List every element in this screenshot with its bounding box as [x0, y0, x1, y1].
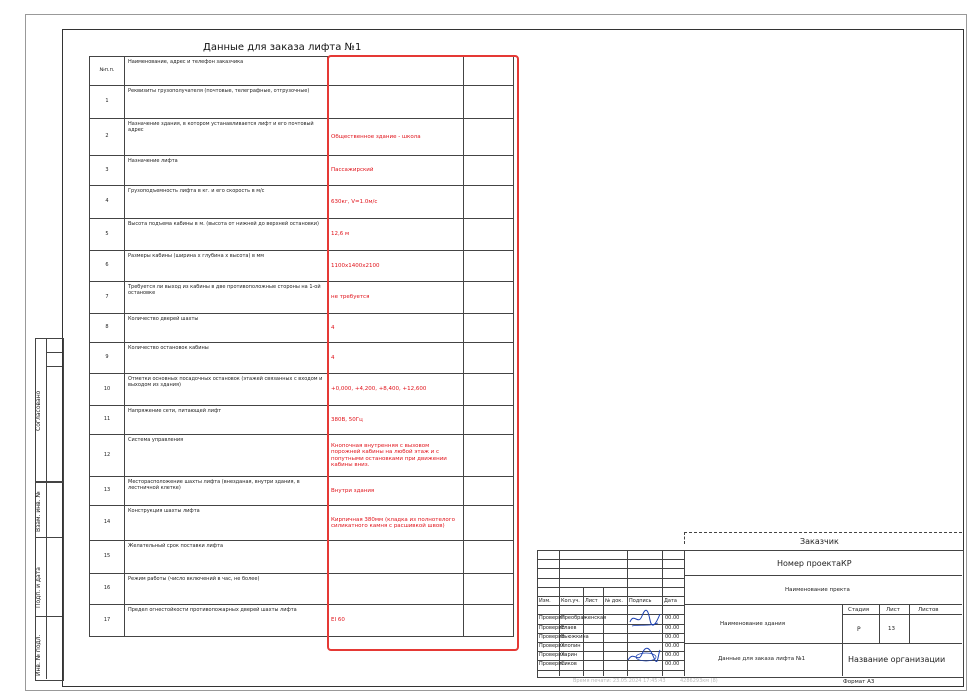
person-role: Проверил: [539, 615, 565, 622]
row-number: 17: [90, 605, 125, 637]
row-value: 4: [328, 343, 464, 374]
row-value: Общественное здание - школа: [328, 119, 464, 156]
org-name: Название организации: [848, 655, 946, 664]
row-number: 9: [90, 343, 125, 374]
row-label: Количество дверей шахты: [125, 314, 328, 343]
sheet-name: Данные для заказа лифта №1: [718, 656, 806, 662]
row-number: №п.п.: [90, 57, 125, 86]
side-label-sign-date: Подп. и дата: [35, 567, 42, 608]
row-number: 2: [90, 119, 125, 156]
building-name: Наименование здания: [720, 621, 786, 627]
row-label: Грузоподъемность лифта в кг. и его скорость в м/с: [125, 186, 328, 219]
signature-2-icon: [626, 644, 662, 666]
row-label: Желательный срок поставки лифта: [125, 541, 328, 574]
row-label: Наименование, адрес и телефон заказчика: [125, 57, 328, 86]
row-number: 8: [90, 314, 125, 343]
person-name: Елаев: [561, 624, 577, 631]
row-value: 380В, 50Гц: [328, 406, 464, 435]
signature-1-icon: [628, 608, 662, 630]
person-date: 00.00: [665, 624, 680, 631]
project-number: Номер проектаКР: [777, 559, 852, 568]
row-value: Кирпичная 380мм (кладка из полнотелого силикатного камня с расшивкой швов): [328, 506, 464, 541]
customer-dashed-line: [684, 532, 962, 533]
row-number: 5: [90, 219, 125, 251]
row-label: Требуется ли выход из кабины в две противоположные стороны на 1-ой остановке: [125, 282, 328, 314]
row-value: Внутри здания: [328, 477, 464, 506]
row-value: 1100х1400х2100: [328, 251, 464, 282]
project-name: Наименование пректа: [785, 587, 850, 593]
header-cell: Дата: [664, 598, 677, 604]
row-value: +0,000, +4,200, +8,400, +12,600: [328, 374, 464, 406]
person-date: 00.00: [665, 615, 680, 622]
format-label: Формат А3: [843, 679, 875, 685]
sheets-label: Листов: [918, 607, 939, 613]
customer-dashed-tick: [684, 532, 685, 544]
row-number: 15: [90, 541, 125, 574]
row-label: Назначение лифта: [125, 156, 328, 186]
row-number: 4: [90, 186, 125, 219]
person-name: Харин: [561, 652, 578, 659]
row-label: Месторасположение шахты лифта (внезданая, внутри здания, в лестничной клетке): [125, 477, 328, 506]
row-number: 16: [90, 574, 125, 605]
row-number: 13: [90, 477, 125, 506]
highlight-box: [327, 55, 519, 651]
row-value: EI 60: [328, 605, 464, 637]
row-label: Отметки основных посадочных остановок (этажей связанных с входом и выходом из здания): [125, 374, 328, 406]
row-number: 3: [90, 156, 125, 186]
stage-label: Стадия: [848, 607, 870, 613]
header-cell: № док.: [605, 598, 623, 604]
row-number: 14: [90, 506, 125, 541]
person-name: Преображенская: [561, 615, 607, 622]
row-number: 12: [90, 435, 125, 477]
row-value: Пассажирский: [328, 156, 464, 186]
header-cell: Кол.уч.: [561, 598, 580, 604]
side-label-inv-repl: Взам. инв. №: [35, 491, 42, 532]
sheet-value: 13: [888, 626, 895, 632]
person-role: Проверил: [539, 661, 565, 668]
document-title: Данные для заказа лифта №1: [203, 42, 362, 53]
row-value: 4: [328, 314, 464, 343]
person-role: Проверил: [539, 633, 565, 640]
header-cell: Изм.: [539, 598, 551, 604]
header-cell: Лист: [585, 598, 598, 604]
person-date: 00.00: [665, 633, 680, 640]
print-time: Время печати: 23.05.2024 17:45:43: [573, 678, 666, 684]
row-number: 7: [90, 282, 125, 314]
stage-value: Р: [857, 626, 861, 633]
person-date: 00.00: [665, 652, 680, 659]
person-name: Хлопин: [561, 643, 581, 649]
row-label: Размеры кабины (ширина х глубина х высота) в мм: [125, 251, 328, 282]
row-label: Количество остановок кабины: [125, 343, 328, 374]
sheet-label: Лист: [886, 607, 900, 613]
row-value: Кнопочная внутренняя с вызовом порожней кабины на любой этаж и с попутными остановками при движении кабины вниз.: [328, 435, 464, 477]
side-label-agreed: Согласовано: [35, 390, 42, 431]
row-label: Режим работы (число включений в час, не более): [125, 574, 328, 605]
row-value: не требуется: [328, 282, 464, 314]
row-label: Высота подъема кабины в м. (высота от нижней до верхней остановки): [125, 219, 328, 251]
person-name: Сиков: [561, 661, 577, 668]
row-number: 11: [90, 406, 125, 435]
row-label: Назначение здания, в котором устанавливается лифт и его почтовый адрес: [125, 119, 328, 156]
row-value: 12,6 м: [328, 219, 464, 251]
row-number: 10: [90, 374, 125, 406]
print-code: 4286293км (8): [680, 678, 718, 684]
header-cell: Подпись: [629, 598, 652, 604]
row-label: Предел огнестойкости противопожарных дверей шахты лифта: [125, 605, 328, 637]
row-value: 630кг, V=1.0м/с: [328, 186, 464, 219]
row-label: Реквизиты грузополучателя (почтовые, телеграфные, отгрузочные): [125, 86, 328, 119]
customer-label: Заказчик: [800, 537, 839, 546]
person-name: Вьюжкина: [561, 633, 589, 640]
row-number: 6: [90, 251, 125, 282]
person-date: 00.00: [665, 643, 680, 649]
person-role: Проверил: [539, 652, 565, 659]
person-date: 00.00: [665, 661, 680, 668]
row-label: Конструкция шахты лифта: [125, 506, 328, 541]
person-role: Проверил: [539, 624, 565, 631]
row-label: Система управления: [125, 435, 328, 477]
side-label-inv-orig: Инв. № подл.: [35, 634, 42, 676]
person-role: Проверил: [539, 643, 565, 649]
row-number: 1: [90, 86, 125, 119]
row-label: Напряжение сети, питающей лифт: [125, 406, 328, 435]
